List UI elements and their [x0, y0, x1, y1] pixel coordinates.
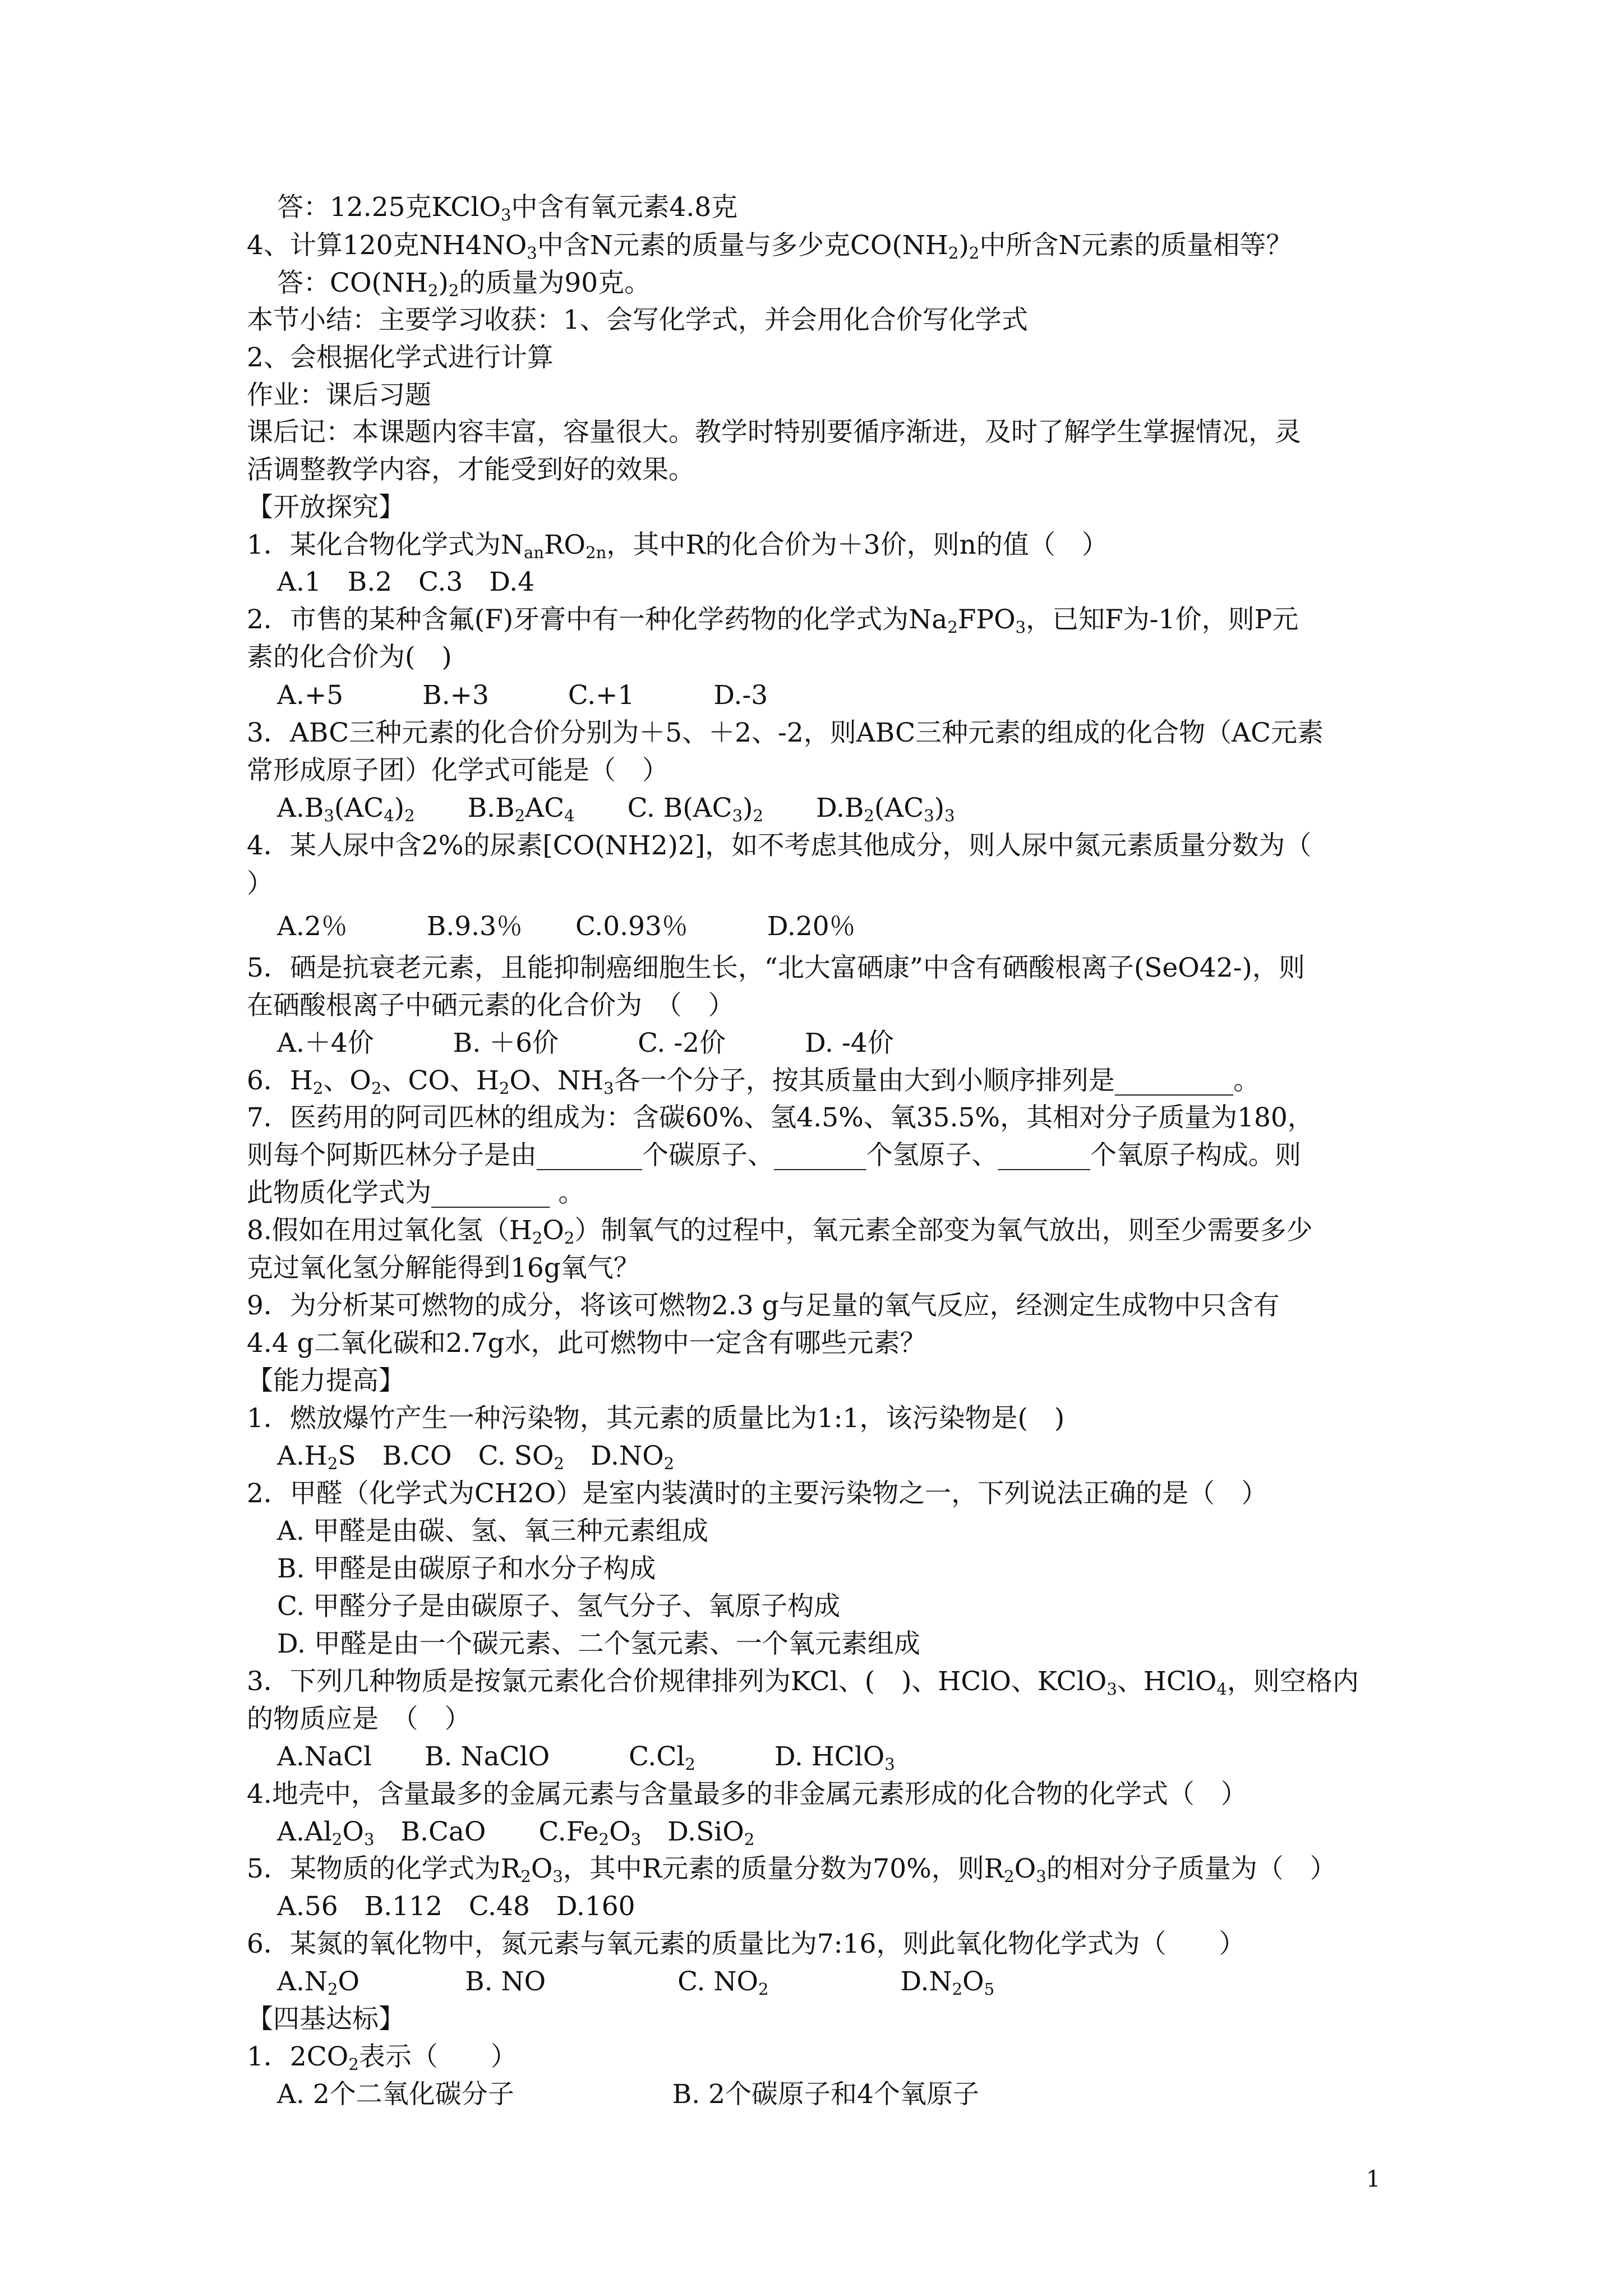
reflection-line: 活调整教学内容，才能受到好的效果。 — [247, 454, 695, 485]
question-line: 1．$2CO_2$表示（ ） — [247, 2041, 517, 2074]
section-heading: 【开放探究】 — [247, 492, 405, 523]
options-line: $A.B_3(AC_4)_2$ $B.B_2AC_4$ C. $B(AC_3)_2$ $D.B_2(AC_3)_3$ — [277, 793, 955, 826]
options-line: A.56 B.112 C.48 D.160 — [277, 1891, 635, 1922]
question-line: 3．下列几种物质是按氯元素化合价规律排列为KCl、( )、HClO、KClO$_3$、HClO$_4$，则空格内 — [247, 1666, 1359, 1699]
answer-line: 答：$CO(NH_2)_2$的质量为90克。 — [277, 268, 651, 301]
question-line: 4、计算120克$NH4NO_3$中含N元素的质量与多少克$CO(NH_2)_2$中所含N元素的质量相等？ — [247, 230, 1293, 263]
question-line: 9．为分析某可燃物的成分，将该可燃物2.3 g与足量的氧气反应，经测定生成物中只含有 — [247, 1290, 1280, 1321]
options-line: A.+5 B.+3 C.+1 D.-3 — [277, 680, 768, 711]
question-line: 2．市售的某种含氟(F)牙膏中有一种化学药物的化学式为$Na_2FPO_3$，已知F为-1价，则P元 — [247, 604, 1299, 637]
question-line: 8.假如在用过氧化氢$(H_2O_2)$制氧气的过程中，氧元素全部变为氧气放出，则至少需要多少 — [247, 1215, 1313, 1248]
reflection-line: 课后记：本课题内容丰富，容量很大。教学时特别要循序渐进，及时了解学生掌握情况，灵 — [247, 417, 1301, 448]
summary-line: 2、会根据化学式进行计算 — [247, 342, 554, 373]
question-line: 1．某化合物化学式为$N_{an}RO_{2n}$，其中R的化合价为＋3价，则n的值（ ） — [247, 530, 1108, 563]
summary-line: 本节小结：主要学习收获：1、会写化学式，并会用化合价写化学式 — [247, 305, 1028, 335]
question-line: ） — [247, 868, 273, 899]
question-line: 常形成原子团）化学式可能是（ ） — [247, 755, 668, 786]
question-line: 3．ABC三种元素的化合价分别为＋5、＋2、-2，则ABC三种元素的组成的化合物（AC元素 — [247, 717, 1324, 748]
question-line: 2．甲醛（化学式为CH2O）是室内装潢时的主要污染物之一，下列说法正确的是（ ） — [247, 1478, 1268, 1509]
question-line: 5．某物质的化学式为$R_2O_3$，其中R元素的质量分数为70%，则$R_2O_3$的相对分子质量为（ ） — [247, 1853, 1336, 1887]
options-line: A. 2个二氧化碳分子 B. 2个碳原子和4个氧原子 — [277, 2079, 979, 2110]
question-line: 的物质应是 （ ） — [247, 1704, 471, 1734]
question-line: 6．$H_2$、$O_2$、CO、$H_2O$、$NH_3$各一个分子，按其质量由大到小顺序排列是_________。 — [247, 1065, 1260, 1098]
option-line: C. 甲醛分子是由碳原子、氢气分子、氧原子构成 — [277, 1591, 841, 1622]
option-line: D. 甲醛是由一个碳元素、二个氢元素、一个氧元素组成 — [277, 1628, 920, 1659]
question-line: 1．燃放爆竹产生一种污染物，其元素的质量比为1:1，该污染物是( ) — [247, 1403, 1065, 1434]
section-heading: 【四基达标】 — [247, 2004, 405, 2035]
question-line: 克过氧化氢分解能得到16g氧气？ — [247, 1253, 640, 1283]
question-line: 4.4 g二氧化碳和2.7g水，此可燃物中一定含有哪些元素？ — [247, 1328, 926, 1359]
question-line: 则每个阿斯匹林分子是由________个碳原子、_______个氢原子、_______个氧原子构成。则 — [247, 1140, 1301, 1171]
page-number: 1 — [1366, 2166, 1381, 2192]
question-line: 在硒酸根离子中硒元素的化合价为 （ ） — [247, 990, 735, 1021]
answer-line: 答：12.25克KClO$_3$中含有氧元素4.8克 — [277, 192, 738, 225]
question-line: 7．医药用的阿司匹林的组成为：含碳60%、氢4.5%、氧35.5%，其相对分子质量为180， — [247, 1102, 1314, 1133]
question-line: 5．硒是抗衰老元素，且能抑制癌细胞生长，“北大富硒康”中含有硒酸根离子(SeO42-)，则 — [247, 953, 1305, 983]
option-line: A. 甲醛是由碳、氢、氧三种元素组成 — [277, 1516, 708, 1547]
question-line: 6．某氮的氧化物中，氮元素与氧元素的质量比为7:16，则此氧化物化学式为（ ） — [247, 1929, 1246, 1959]
section-heading: 【能力提高】 — [247, 1365, 405, 1396]
options-line: A.2％ B.9.3％ C.0.93％ D.20％ — [277, 911, 856, 942]
question-line: 此物质化学式为_________ 。 — [247, 1177, 585, 1208]
options-line: $A.N_2O$ B. NO C. $NO_2$ $D.N_2O_5$ — [277, 1966, 995, 1999]
options-line: A.NaCl B. NaClO $C.Cl_2$ D. HClO$_3$ — [277, 1741, 895, 1774]
options-line: $A.Al_2O_3$ B.CaO $C.Fe_2O_3$ D.SiO$_2$ — [277, 1816, 755, 1849]
options-line: $A.H_2S$ B.CO C. $SO_2$ $D.NO_2$ — [277, 1441, 675, 1474]
option-line: B. 甲醛是由碳原子和水分子构成 — [277, 1553, 656, 1584]
options-line: A.1 B.2 C.3 D.4 — [277, 567, 535, 597]
question-line: 素的化合价为( ) — [247, 642, 452, 673]
question-line: 4．某人尿中含2%的尿素[CO(NH2)2]，如不考虑其他成分，则人尿中氮元素质量分数为（ — [247, 830, 1312, 861]
options-line: A.＋4价 B. ＋6价 C. -2价 D. -4价 — [277, 1028, 894, 1059]
question-line: 4.地壳中，含量最多的金属元素与含量最多的非金属元素形成的化合物的化学式（ ） — [247, 1779, 1247, 1810]
homework-line: 作业：课后习题 — [247, 380, 431, 411]
